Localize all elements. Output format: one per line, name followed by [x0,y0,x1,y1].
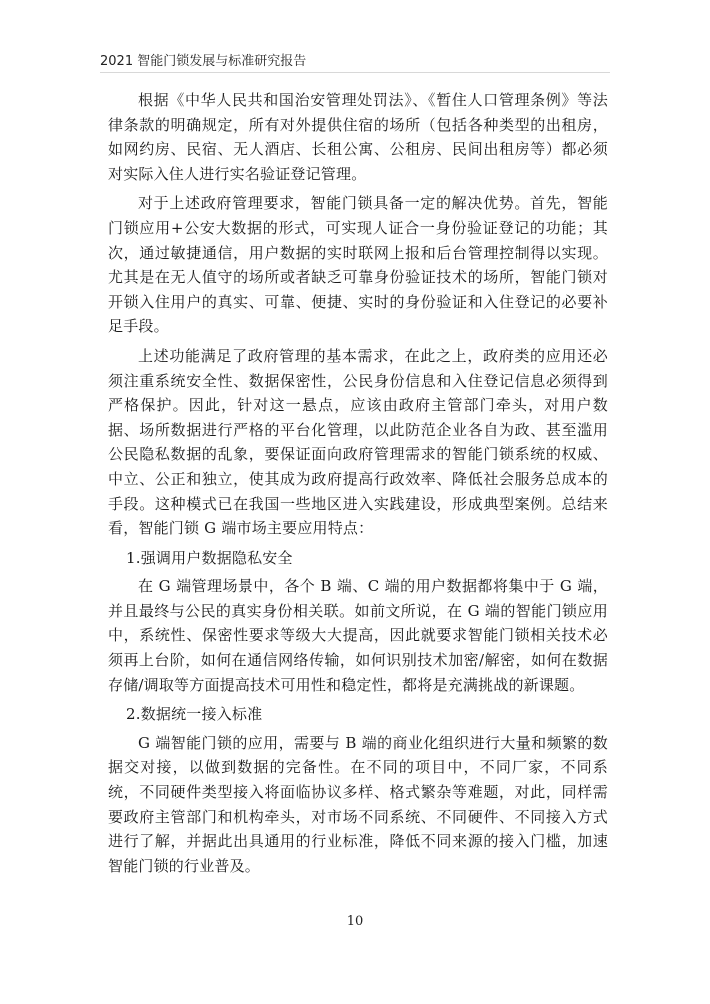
running-header: 2021 智能门锁发展与标准研究报告 [100,54,307,69]
section-heading-privacy: 1.强调用户数据隐私安全 [126,548,293,567]
paragraph-standards: G 端智能门锁的应用，需要与 B 端的商业化组织进行大量和频繁的数据交对接，以做到数据的完备性。在不同的项目中，不同厂家，不同系统，不同硬件类型接入将面临协议多样、格式繁杂等难题，对此，同样需要政府主管部门和机构牵头，对市场不同系统、不同硬件、不同接入方式进行了解，并据此出具通用的行业标准，降低不同来源的接入门槛，加速智能门锁的行业普及。 [108,733,608,875]
header-divider [100,72,610,73]
paragraph-legal-basis: 根据《中华人民共和国治安管理处罚法》、《暂住人口管理条例》等法律条款的明确规定，所有对外提供住宿的场所（包括各种类型的出租房，如网约房、民宿、无人酒店、长租公寓、公租房、民间出租房等）都必须对实际入住人进行实名验证登记管理。 [108,91,608,183]
section-heading-standards: 2.数据统一接入标准 [126,705,263,724]
page-number: 10 [346,914,364,929]
paragraph-requirements: 上述功能满足了政府管理的基本需求，在此之上，政府类的应用还必须注重系统安全性、数据保密性，公民身份信息和入住登记信息必须得到严格保护。因此，针对这一悬点，应该由政府主管部门牵头，对用户数据、场所数据进行严格的平台化管理，以此防范企业各自为政、甚至滥用公民隐私数据的乱象，要保证面向政府管理需求的智能门锁系统的权威、中立、公正和独立，使其成为政府提高行政效率、降低社会服务总成本的手段。这种模式已在我国一些地区进入实践建设，形成典型案例。总结来看，智能门锁 G 端市场主要应用特点： [108,346,608,538]
paragraph-advantages: 对于上述政府管理要求，智能门锁具备一定的解决优势。首先，智能门锁应用+公安大数据的形式，可实现人证合一身份验证登记的功能；其次，通过敏捷通信，用户数据的实时联网上报和后台管理控制得以实现。尤其是在无人值守的场所或者缺乏可靠身份验证技术的场所，智能门锁对开锁入住用户的真实、可靠、便捷、实时的身份验证和入住登记的必要补足手段。 [108,194,608,336]
paragraph-privacy: 在 G 端管理场景中，各个 B 端、C 端的用户数据都将集中于 G 端，并且最终与公民的真实身份相关联。如前文所说，在 G 端的智能门锁应用中，系统性、保密性要求等级大大提高，因此就要求智能门锁相关技术必须再上台阶，如何在通信网络传输，如何识别技术加密/解密，如何在数据存储/调取等方面提高技术可用性和稳定性，都将是充满挑战的新课题。 [108,577,608,694]
body-text [108,88,608,883]
